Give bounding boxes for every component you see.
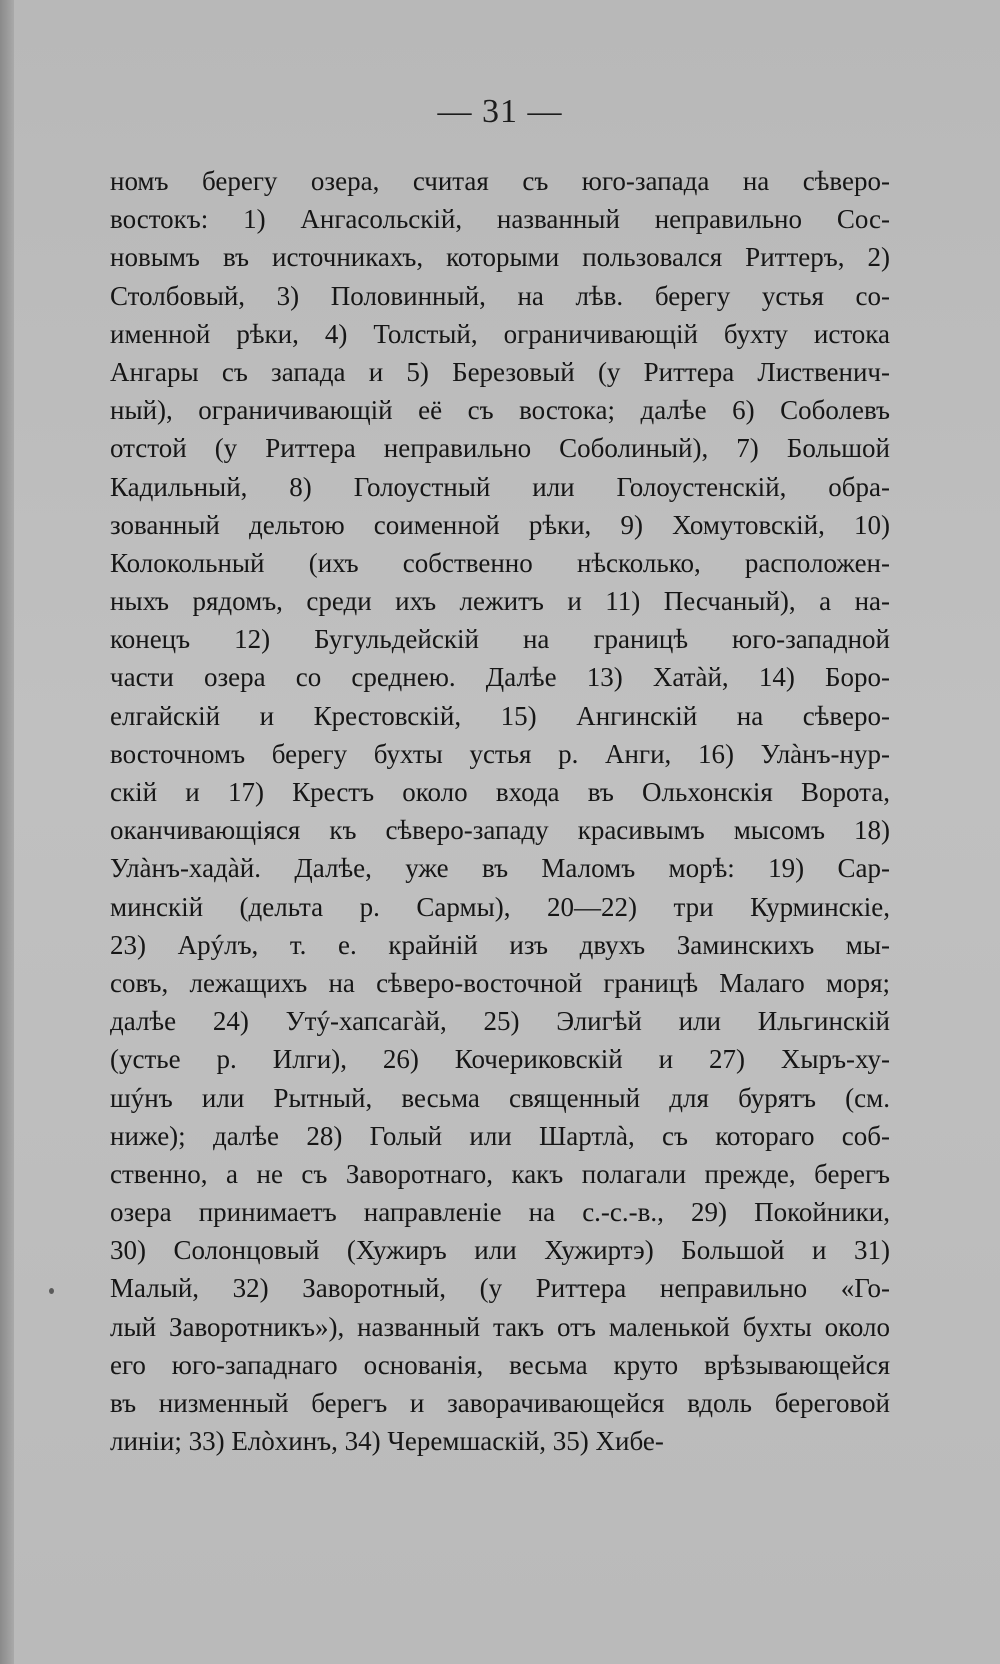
text-line: елгайскій и Крестовскій, 15) Ангинскій на сѣверо- <box>110 700 890 731</box>
text-line: ниже); далѣе 28) Голый или Шартлà, съ котораго соб- <box>110 1120 890 1151</box>
text-line: минскій (дельта р. Сармы), 20—22) три Курминскіе, <box>110 891 890 922</box>
text-line: востокъ: 1) Ангасольскій, названный неправильно Сос- <box>110 204 890 235</box>
text-line: совъ, лежащихъ на сѣверо-восточной границѣ Малаго моря; <box>110 967 890 998</box>
text-line: зованный дельтою соименной рѣки, 9) Хомутовскій, 10) <box>110 509 890 540</box>
text-line: Ангары съ запада и 5) Березовый (у Риттера Лиственич- <box>110 356 890 387</box>
text-line: Улàнъ-хадàй. Далѣе, уже въ Маломъ морѣ: 19) Сар- <box>110 853 890 884</box>
text-line: именной рѣки, 4) Толстый, ограничивающій бухту истока <box>110 318 890 349</box>
text-line: номъ берегу озера, считая съ юго-запада на сѣверо- <box>110 166 890 196</box>
text-line: шýнъ или Рытный, весьма священный для бурятъ (см. <box>110 1082 890 1113</box>
page-number: — 31 — <box>437 93 563 130</box>
text-line: конецъ 12) Бугульдейскій на границѣ юго-западной <box>110 624 890 655</box>
text-line: его юго-западнаго основанія, весьма круто врѣзывающейся <box>110 1349 890 1380</box>
text-line: въ низменный берегъ и заворачивающейся вдоль береговой <box>110 1388 890 1418</box>
text-line: восточномъ берегу бухты устья р. Анги, 16) Улàнъ-нур- <box>110 738 890 769</box>
text-line: отстой (у Риттера неправильно Соболиный), 7) Большой <box>110 433 890 464</box>
text-line: ный), ограничивающій её съ востока; далѣе 6) Соболевъ <box>110 395 890 426</box>
text-line: Столбовый, 3) Половинный, на лѣв. берегу устья со- <box>110 280 890 311</box>
text-line: Колокольный (ихъ собственно нѣсколько, расположен- <box>110 547 890 578</box>
text-line: ныхъ рядомъ, среди ихъ лежитъ и 11) Песчаный), а на- <box>110 586 890 617</box>
text-line: линіи; 33) Елòхинъ, 34) Черемшаскій, 35) Хибе- <box>110 1426 664 1457</box>
text-line: новымъ въ источникахъ, которыми пользовался Риттеръ, 2) <box>110 242 890 273</box>
body-text <box>110 162 890 1460</box>
page-gutter-shadow <box>0 0 14 1664</box>
text-line: лый Заворотникъ»), названный такъ отъ маленькой бухты около <box>110 1311 890 1342</box>
text-line: части озера со среднею. Далѣе 13) Хатàй, 14) Боро- <box>110 662 890 693</box>
text-line: Малый, 32) Заворотный, (у Риттера неправильно «Го- <box>110 1273 890 1304</box>
text-line: Кадильный, 8) Голоустный или Голоустенскій, обра- <box>110 471 890 502</box>
text-line: далѣе 24) Утý-хапсагàй, 25) Элигѣй или Ильгинскій <box>110 1006 890 1037</box>
text-line: 30) Солонцовый (Хужиръ или Хужиртэ) Большой и 31) <box>110 1235 890 1266</box>
text-line: оканчивающіяся къ сѣверо-западу красивымъ мысомъ 18) <box>110 815 890 846</box>
text-line: скій и 17) Крестъ около входа въ Ольхонскія Ворота, <box>110 777 890 807</box>
text-line: ственно, а не съ Заворотнаго, какъ полагали прежде, берегъ <box>110 1158 890 1189</box>
text-line: озера принимаетъ направленіе на с.-с.-в., 29) Покойники, <box>110 1197 890 1228</box>
paper-speck <box>49 1288 54 1294</box>
text-line: (устье р. Илги), 26) Кочериковскій и 27) Хыръ-ху- <box>110 1044 890 1075</box>
text-line: 23) Арýлъ, т. е. крайній изъ двухъ Заминскихъ мы- <box>110 929 890 960</box>
